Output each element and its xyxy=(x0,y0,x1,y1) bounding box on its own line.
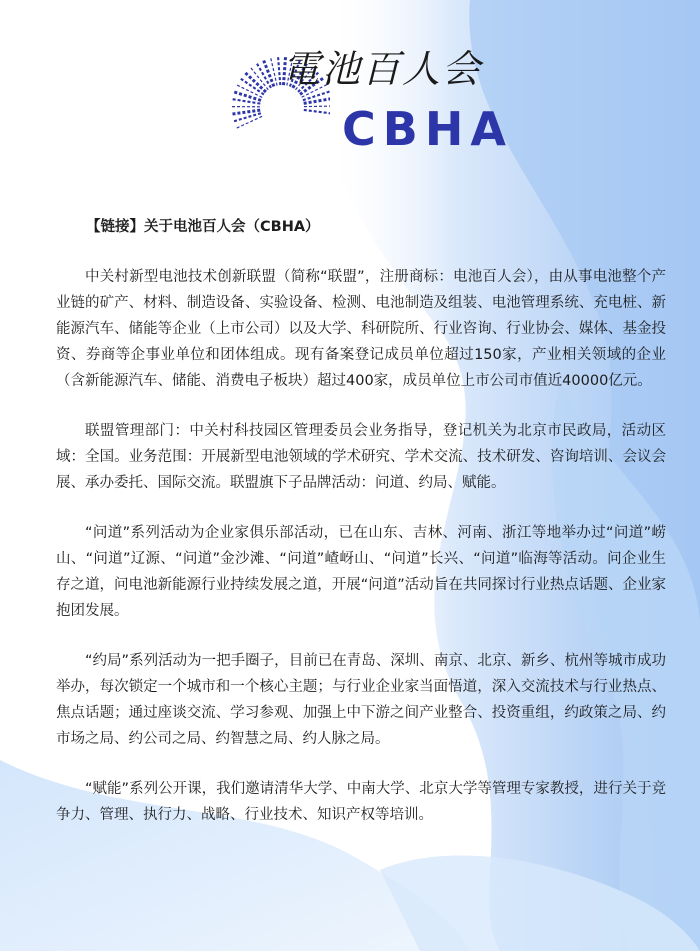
link-heading: 【链接】关于电池百人会（CBHA） xyxy=(86,219,320,235)
logo-ray xyxy=(304,110,330,114)
logo-abbreviation: CBHA xyxy=(342,102,513,156)
paragraph-intro: 中关村新型电池技术创新联盟（简称“联盟”，注册商标：电池百人会），由从事电池整个产业链的矿产、材料、制造设备、实验设备、检测、电池制造及组装、电池管理系统、充电桩、新能源汽车、储能等企业（上市公司）以及大学、科研院所、行业咨询、行业协会、媒体、基金投资、券商等企事业单位和团体组成。现有备案登记成员单位超过150家，产业相关领域的企业（含新能源汽车、储能、消费电子板块）超过400家，成员单位上市公司市值近40000亿元。 xyxy=(56,269,666,389)
logo-ray xyxy=(278,57,280,85)
paragraph-management: 联盟管理部门：中关村科技园区管理委员会业务指导，登记机关为北京市民政局，活动区域：全国。业务范围：开展新型电池领域的学术研究、学术交流、技术研发、咨询培训、会议会展、承办委托、国际交流。联盟旗下子品牌活动：问道、约局、赋能。 xyxy=(56,423,666,491)
cbha-logo xyxy=(220,42,513,162)
paragraph-funeng: “赋能”系列公开课，我们邀请清华大学、中南大学、北京大学等管理专家教授，进行关于竞争力、管理、执行力、战略、行业技术、知识产权等培训。 xyxy=(56,781,666,823)
article-body xyxy=(56,214,666,852)
paragraph-yueju: “约局”系列活动为一把手圈子，目前已在青岛、深圳、南京、北京、新乡、杭州等城市成功举办，每次锁定一个城市和一个核心主题；与行业企业家当面悟道，深入交流技术与行业热点、焦点话题；通过座谈交流、学习参观、加强上中下游之间产业整合、投资重组，约政策之局、约市场之局、约公司之局、约智慧之局、约人脉之局。 xyxy=(56,653,666,747)
logo-ray xyxy=(304,106,330,107)
logo-ray xyxy=(304,99,330,104)
logo-chinese-name: 電池百人会 xyxy=(282,47,483,91)
logo-ray xyxy=(245,73,266,92)
logo-ray xyxy=(237,116,262,128)
logo-ray xyxy=(233,99,261,103)
logo-ray xyxy=(233,110,261,114)
paragraph-wendao: “问道”系列活动为企业家俱乐部活动，已在山东、吉林、河南、浙江等地举办过“问道”崂山、“问道”辽源、“问道”金沙滩、“问道”嵖岈山、“问道”长兴、“问道”临海等活动。问企业生存之道，问电池新能源行业持续发展之道，开展“问道”活动旨在共同探讨行业热点话题、企业家抱团发展。 xyxy=(56,525,666,619)
